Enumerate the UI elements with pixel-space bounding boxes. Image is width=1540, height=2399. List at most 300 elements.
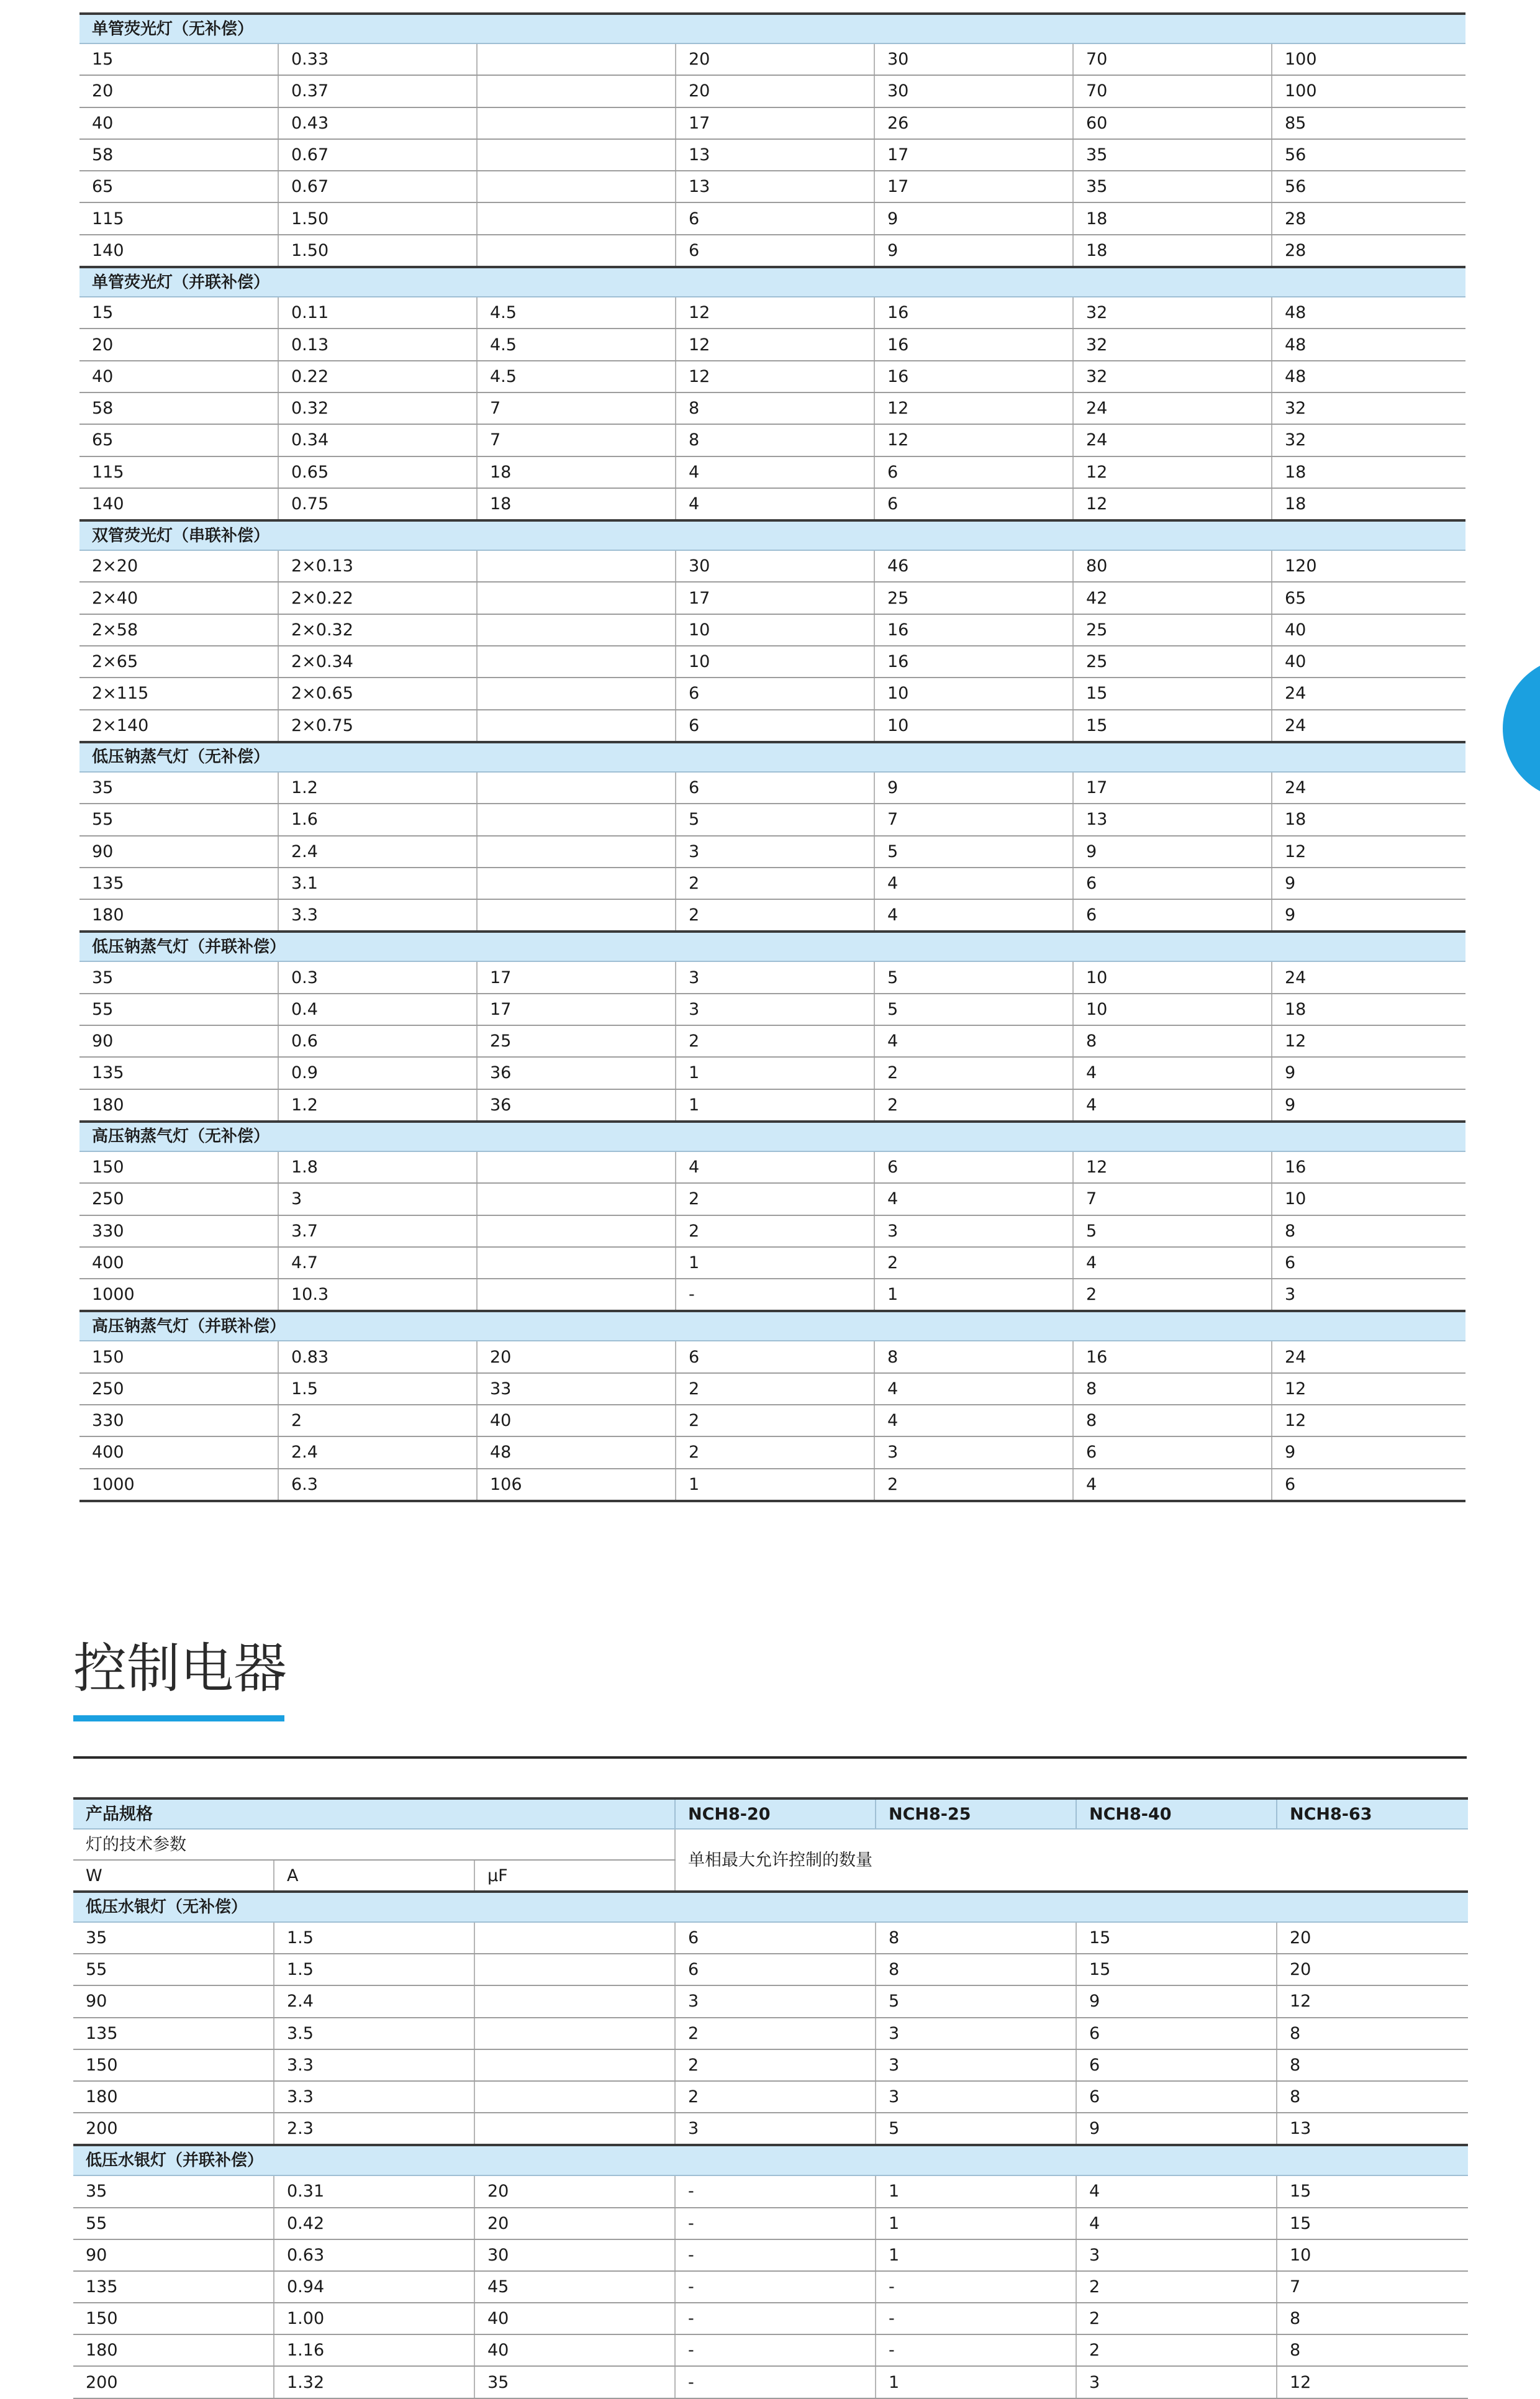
table-cell: -	[675, 2334, 876, 2366]
table-cell: 10	[1272, 1183, 1465, 1215]
table-row	[79, 582, 1465, 614]
section-header-row	[79, 14, 1465, 43]
table-row	[73, 1922, 1468, 1954]
table-cell: 4	[874, 1025, 1073, 1057]
table-cell: 35	[79, 772, 278, 804]
table-cell	[477, 1151, 676, 1183]
table-cell: 8	[876, 1954, 1076, 1985]
table-cell: 18	[477, 456, 676, 488]
table-cell: 55	[73, 2208, 274, 2239]
table-cell: 28	[1272, 235, 1465, 267]
table-cell: 0.63	[274, 2239, 474, 2271]
table-cell: 2×0.34	[278, 646, 477, 678]
table-cell: 250	[79, 1183, 278, 1215]
table-cell: 6	[676, 772, 874, 804]
table-cell: 1.00	[274, 2303, 474, 2334]
table-cell: 6	[676, 710, 874, 742]
table-cell: 6	[1073, 1436, 1272, 1468]
table-cell	[477, 868, 676, 899]
table-cell: 6.3	[278, 1469, 477, 1501]
table-cell: 4	[1073, 1089, 1272, 1122]
table-cell: 2×0.32	[278, 614, 477, 646]
table-cell: 1.16	[274, 2334, 474, 2366]
table-cell: 6	[675, 1922, 876, 1954]
table-cell: 10	[874, 678, 1073, 709]
table-cell: 40	[1272, 614, 1465, 646]
table-cell: 200	[73, 2113, 274, 2145]
table-cell: 400	[79, 1247, 278, 1279]
table-row	[73, 2018, 1468, 2049]
table-cell: 5	[1073, 1215, 1272, 1247]
table-cell: 3	[675, 1985, 876, 2017]
table-row	[79, 75, 1465, 107]
table-cell: 5	[874, 836, 1073, 868]
table-cell	[477, 678, 676, 709]
table-cell: 3	[874, 1215, 1073, 1247]
table-cell: 60	[1073, 107, 1272, 139]
section-title: 双管荧光灯（串联补偿）	[79, 520, 1465, 550]
table-cell: 4	[1073, 1247, 1272, 1279]
table-cell: 35	[1073, 171, 1272, 202]
table-row	[73, 1954, 1468, 1985]
table-cell: 35	[73, 2175, 274, 2207]
table-cell: -	[676, 1279, 874, 1311]
table-cell: 20	[477, 1341, 676, 1372]
table-cell: 0.65	[278, 456, 477, 488]
table-cell	[477, 582, 676, 614]
table-cell: 250	[79, 1373, 278, 1405]
table-cell: 0.3	[278, 961, 477, 993]
table-row	[79, 1215, 1465, 1247]
table-row	[79, 678, 1465, 709]
table-cell: 4	[874, 1405, 1073, 1436]
table-cell: 9	[874, 772, 1073, 804]
table-cell: 18	[1272, 804, 1465, 835]
table-cell: 18	[1073, 202, 1272, 234]
table-cell: 2	[874, 1469, 1073, 1501]
table-cell: 25	[874, 582, 1073, 614]
table-row	[73, 2175, 1468, 2207]
section-title: 高压钠蒸气灯（并联补偿）	[79, 1311, 1465, 1341]
table-cell: 3	[874, 1436, 1073, 1468]
table-cell: 36	[477, 1089, 676, 1122]
table-row	[79, 1247, 1465, 1279]
table-row	[79, 646, 1465, 678]
table-cell: 0.32	[278, 392, 477, 424]
table-cell: 120	[1272, 550, 1465, 582]
table-cell: 30	[874, 43, 1073, 75]
table-cell: 16	[1272, 1151, 1465, 1183]
table-cell: 15	[1277, 2208, 1468, 2239]
table-cell: 0.75	[278, 488, 477, 520]
table-cell	[477, 1247, 676, 1279]
table-cell: 2.4	[278, 1436, 477, 1468]
table-cell: 25	[1073, 614, 1272, 646]
section-title: 单管荧光灯（并联补偿）	[79, 267, 1465, 297]
table-cell: 35	[1073, 139, 1272, 171]
table-cell: 2	[676, 1405, 874, 1436]
table-cell: 12	[874, 392, 1073, 424]
table-cell: 8	[1073, 1025, 1272, 1057]
table-cell: 1	[876, 2175, 1076, 2207]
table-cell: 18	[1073, 235, 1272, 267]
table-cell: 90	[79, 836, 278, 868]
table-cell	[477, 43, 676, 75]
table-cell: 1	[676, 1247, 874, 1279]
table-cell: 4	[676, 1151, 874, 1183]
table-cell: 40	[477, 1405, 676, 1436]
table-cell: 48	[1272, 329, 1465, 360]
table-cell: 15	[1073, 710, 1272, 742]
table-cell: 17	[477, 994, 676, 1025]
table-cell: 180	[79, 1089, 278, 1122]
unit-label: W	[73, 1860, 274, 1892]
table-cell: 180	[73, 2334, 274, 2366]
table-cell: 16	[874, 361, 1073, 392]
table-cell: 12	[1272, 1405, 1465, 1436]
section-title: 低压钠蒸气灯（无补偿）	[79, 742, 1465, 772]
table-cell: 8	[876, 1922, 1076, 1954]
table-row	[79, 1151, 1465, 1183]
table-cell: 9	[1272, 1089, 1465, 1122]
table-cell: 18	[1272, 994, 1465, 1025]
table-cell: 15	[1073, 678, 1272, 709]
table-row	[73, 2208, 1468, 2239]
model-header: NCH8-63	[1277, 1798, 1468, 1829]
section-heading: 控制电器	[73, 1638, 287, 1700]
max-count-label: 单相最大允许控制的数量	[675, 1829, 1468, 1892]
table-cell: 2×40	[79, 582, 278, 614]
table-cell: 48	[477, 1436, 676, 1468]
table-cell: 33	[477, 1373, 676, 1405]
table-cell: 0.83	[278, 1341, 477, 1372]
table-cell: 2×0.65	[278, 678, 477, 709]
table-cell: 2	[278, 1405, 477, 1436]
table-cell: 2×115	[79, 678, 278, 709]
section-divider	[73, 1756, 1467, 1759]
table-row	[79, 961, 1465, 993]
table-cell: 8	[1277, 2049, 1468, 2081]
table-cell: 1.8	[278, 1151, 477, 1183]
table-cell: 12	[1277, 2366, 1468, 2398]
table-cell: 135	[73, 2271, 274, 2303]
table-row	[73, 2239, 1468, 2271]
table-cell: 0.33	[278, 43, 477, 75]
table-row	[79, 1279, 1465, 1311]
table-cell: 16	[874, 614, 1073, 646]
table-cell: 6	[676, 202, 874, 234]
table-cell: 3	[1272, 1279, 1465, 1311]
table-cell: 13	[1277, 2113, 1468, 2145]
table-cell: 2	[675, 2081, 876, 2113]
table-cell: 8	[1277, 2018, 1468, 2049]
table-cell: 2	[676, 868, 874, 899]
table-cell: 3	[1076, 2366, 1277, 2398]
table-row	[73, 1985, 1468, 2017]
table-cell: 55	[73, 1954, 274, 1985]
table-cell: 90	[79, 1025, 278, 1057]
table-cell: 17	[874, 171, 1073, 202]
table-cell: 2	[675, 2049, 876, 2081]
table-cell: 1.5	[274, 1954, 474, 1985]
table-cell: 24	[1073, 424, 1272, 456]
table-cell: 15	[79, 297, 278, 329]
table-cell: 4	[676, 488, 874, 520]
table-cell: 0.43	[278, 107, 477, 139]
side-tab-indicator[interactable]	[1503, 657, 1540, 800]
table-cell: 3.7	[278, 1215, 477, 1247]
table-cell: 30	[474, 2239, 675, 2271]
table-cell: 0.31	[274, 2175, 474, 2207]
table-row	[79, 107, 1465, 139]
table-cell: 0.4	[278, 994, 477, 1025]
table-cell: 150	[79, 1341, 278, 1372]
table-cell: 12	[874, 424, 1073, 456]
table-cell: 46	[874, 550, 1073, 582]
table-cell: 20	[1277, 1954, 1468, 1985]
table-cell: 2×140	[79, 710, 278, 742]
table-cell: 0.22	[278, 361, 477, 392]
table-cell: 70	[1073, 75, 1272, 107]
table-cell: 3.3	[274, 2081, 474, 2113]
table-cell: 48	[1272, 361, 1465, 392]
table-cell: 2	[1073, 1279, 1272, 1311]
table-cell: 6	[1073, 868, 1272, 899]
table-cell: 6	[1076, 2018, 1277, 2049]
table-cell	[477, 836, 676, 868]
table-cell: 7	[1277, 2271, 1468, 2303]
table-row	[79, 456, 1465, 488]
table-cell: 3.3	[278, 899, 477, 932]
table-row	[73, 2271, 1468, 2303]
table-cell: 16	[1073, 1341, 1272, 1372]
table-cell	[474, 1985, 675, 2017]
table-row	[79, 1436, 1465, 1468]
table-cell	[477, 550, 676, 582]
lamp-params-label: 灯的技术参数	[73, 1829, 675, 1860]
table-cell: 1.5	[274, 1922, 474, 1954]
table-cell: 1.2	[278, 772, 477, 804]
table-cell: 40	[79, 361, 278, 392]
table-cell: 115	[79, 202, 278, 234]
table-cell	[474, 1922, 675, 1954]
table-cell: -	[675, 2271, 876, 2303]
table-cell: 12	[676, 297, 874, 329]
table-cell: 3	[676, 836, 874, 868]
table-cell: 42	[1073, 582, 1272, 614]
table-cell: 9	[874, 235, 1073, 267]
table-cell: 4	[1076, 2208, 1277, 2239]
table-cell: 2	[676, 899, 874, 932]
table-cell: 20	[474, 2175, 675, 2207]
table-cell: 1.50	[278, 202, 477, 234]
table-cell: 8	[874, 1341, 1073, 1372]
table-cell: 40	[474, 2334, 675, 2366]
table-cell: 4	[874, 899, 1073, 932]
table-cell: 9	[1073, 836, 1272, 868]
table-cell	[474, 2018, 675, 2049]
table-cell: 2×58	[79, 614, 278, 646]
table-row	[79, 392, 1465, 424]
table-row	[79, 772, 1465, 804]
table-cell: 32	[1073, 361, 1272, 392]
table-cell: -	[876, 2303, 1076, 2334]
table-cell	[474, 2081, 675, 2113]
table-cell: 35	[79, 961, 278, 993]
table-cell	[477, 171, 676, 202]
section-header-row	[79, 1311, 1465, 1341]
table-cell: 8	[676, 424, 874, 456]
table-cell: 17	[477, 961, 676, 993]
table-cell: 24	[1272, 678, 1465, 709]
table-cell: 30	[676, 550, 874, 582]
table-cell: 36	[477, 1057, 676, 1089]
control-device-table	[73, 1797, 1468, 2399]
section-title: 单管荧光灯（无补偿）	[79, 14, 1465, 43]
lamp-control-table-top	[79, 12, 1465, 1502]
table-cell: 1	[876, 2239, 1076, 2271]
table-header-row	[73, 1798, 1468, 1829]
table-cell: 18	[1272, 488, 1465, 520]
table-cell: 3.3	[274, 2049, 474, 2081]
table-cell: 1	[676, 1469, 874, 1501]
table-cell: 12	[1073, 488, 1272, 520]
table-cell: 180	[73, 2081, 274, 2113]
table-cell: 28	[1272, 202, 1465, 234]
table-cell	[474, 2113, 675, 2145]
table-cell: 48	[1272, 297, 1465, 329]
table-cell: 6	[1073, 899, 1272, 932]
table-cell: 16	[874, 646, 1073, 678]
table-cell: 2	[676, 1025, 874, 1057]
table-cell: 1.32	[274, 2366, 474, 2398]
table-cell: 8	[1073, 1373, 1272, 1405]
table-body	[73, 1798, 1468, 2398]
table-cell: 8	[676, 392, 874, 424]
table-row	[79, 1183, 1465, 1215]
table-cell: 5	[676, 804, 874, 835]
table-cell: 32	[1272, 424, 1465, 456]
table-row	[79, 550, 1465, 582]
table-cell: 6	[1076, 2081, 1277, 2113]
table-cell: 2	[676, 1215, 874, 1247]
table-cell: 0.67	[278, 139, 477, 171]
table-row	[79, 171, 1465, 202]
table-cell: 4	[874, 1373, 1073, 1405]
table-cell: 3	[676, 961, 874, 993]
table-cell: -	[675, 2366, 876, 2398]
table-cell: 6	[676, 235, 874, 267]
table-cell: 32	[1073, 297, 1272, 329]
table-cell: 1	[876, 2366, 1076, 2398]
table-cell: 16	[874, 329, 1073, 360]
table-cell	[477, 646, 676, 678]
table-cell: 0.37	[278, 75, 477, 107]
table-cell: 1.50	[278, 235, 477, 267]
table-cell: 1	[676, 1057, 874, 1089]
table-row	[73, 2113, 1468, 2145]
table-cell: 32	[1073, 329, 1272, 360]
table-cell: 7	[1073, 1183, 1272, 1215]
table-cell: 2×65	[79, 646, 278, 678]
table-row	[73, 2303, 1468, 2334]
table-cell: 6	[874, 488, 1073, 520]
table-cell: 4	[1073, 1057, 1272, 1089]
table-cell: 4	[1073, 1469, 1272, 1501]
table-cell: 10.3	[278, 1279, 477, 1311]
table-cell: 10	[874, 710, 1073, 742]
table-row	[79, 1341, 1465, 1372]
table-cell: 0.13	[278, 329, 477, 360]
table-cell: 25	[477, 1025, 676, 1057]
table-cell: 20	[676, 43, 874, 75]
table-cell: 70	[1073, 43, 1272, 75]
table-row	[73, 2081, 1468, 2113]
table-cell: 35	[474, 2366, 675, 2398]
table-cell: 7	[477, 424, 676, 456]
table-cell: 80	[1073, 550, 1272, 582]
table-cell: 85	[1272, 107, 1465, 139]
table-cell: 2	[675, 2018, 876, 2049]
table-cell: 9	[874, 202, 1073, 234]
table-cell: 24	[1272, 772, 1465, 804]
table-cell: 15	[1076, 1954, 1277, 1985]
table-cell: 9	[1272, 1057, 1465, 1089]
table-cell: 12	[676, 329, 874, 360]
table-cell: 58	[79, 139, 278, 171]
table-cell: 1000	[79, 1469, 278, 1501]
table-cell: 3	[876, 2049, 1076, 2081]
table-cell: 2	[1076, 2303, 1277, 2334]
table-cell: 12	[1272, 1025, 1465, 1057]
section-title: 低压水银灯（无补偿）	[73, 1892, 1468, 1922]
table-cell: 4.7	[278, 1247, 477, 1279]
table-cell: -	[675, 2239, 876, 2271]
table-cell: 56	[1272, 171, 1465, 202]
table-cell: 4	[1076, 2175, 1277, 2207]
table-row	[79, 424, 1465, 456]
table-cell: 9	[1272, 899, 1465, 932]
table-cell: 32	[1272, 392, 1465, 424]
table-cell	[477, 202, 676, 234]
table-cell: 1	[676, 1089, 874, 1122]
table-cell: 150	[73, 2303, 274, 2334]
table-cell: 15	[1277, 2175, 1468, 2207]
table-body	[79, 14, 1465, 1501]
table-cell: 35	[73, 1922, 274, 1954]
table-cell	[477, 235, 676, 267]
table-cell: 8	[1277, 2303, 1468, 2334]
table-cell: 25	[1073, 646, 1272, 678]
table-cell: 140	[79, 235, 278, 267]
table-cell: 10	[676, 614, 874, 646]
table-cell: 1.6	[278, 804, 477, 835]
table-cell: 5	[874, 994, 1073, 1025]
table-row	[79, 235, 1465, 267]
table-cell: 6	[1272, 1469, 1465, 1501]
table-cell: 0.9	[278, 1057, 477, 1089]
table-cell: 2.4	[278, 836, 477, 868]
table-row	[73, 2334, 1468, 2366]
table-row	[79, 202, 1465, 234]
table-row	[79, 297, 1465, 329]
table-cell: 0.34	[278, 424, 477, 456]
table-cell: 2×20	[79, 550, 278, 582]
section-header-row	[73, 2145, 1468, 2175]
table-cell: 400	[79, 1436, 278, 1468]
table-row	[79, 710, 1465, 742]
table-cell: 7	[874, 804, 1073, 835]
